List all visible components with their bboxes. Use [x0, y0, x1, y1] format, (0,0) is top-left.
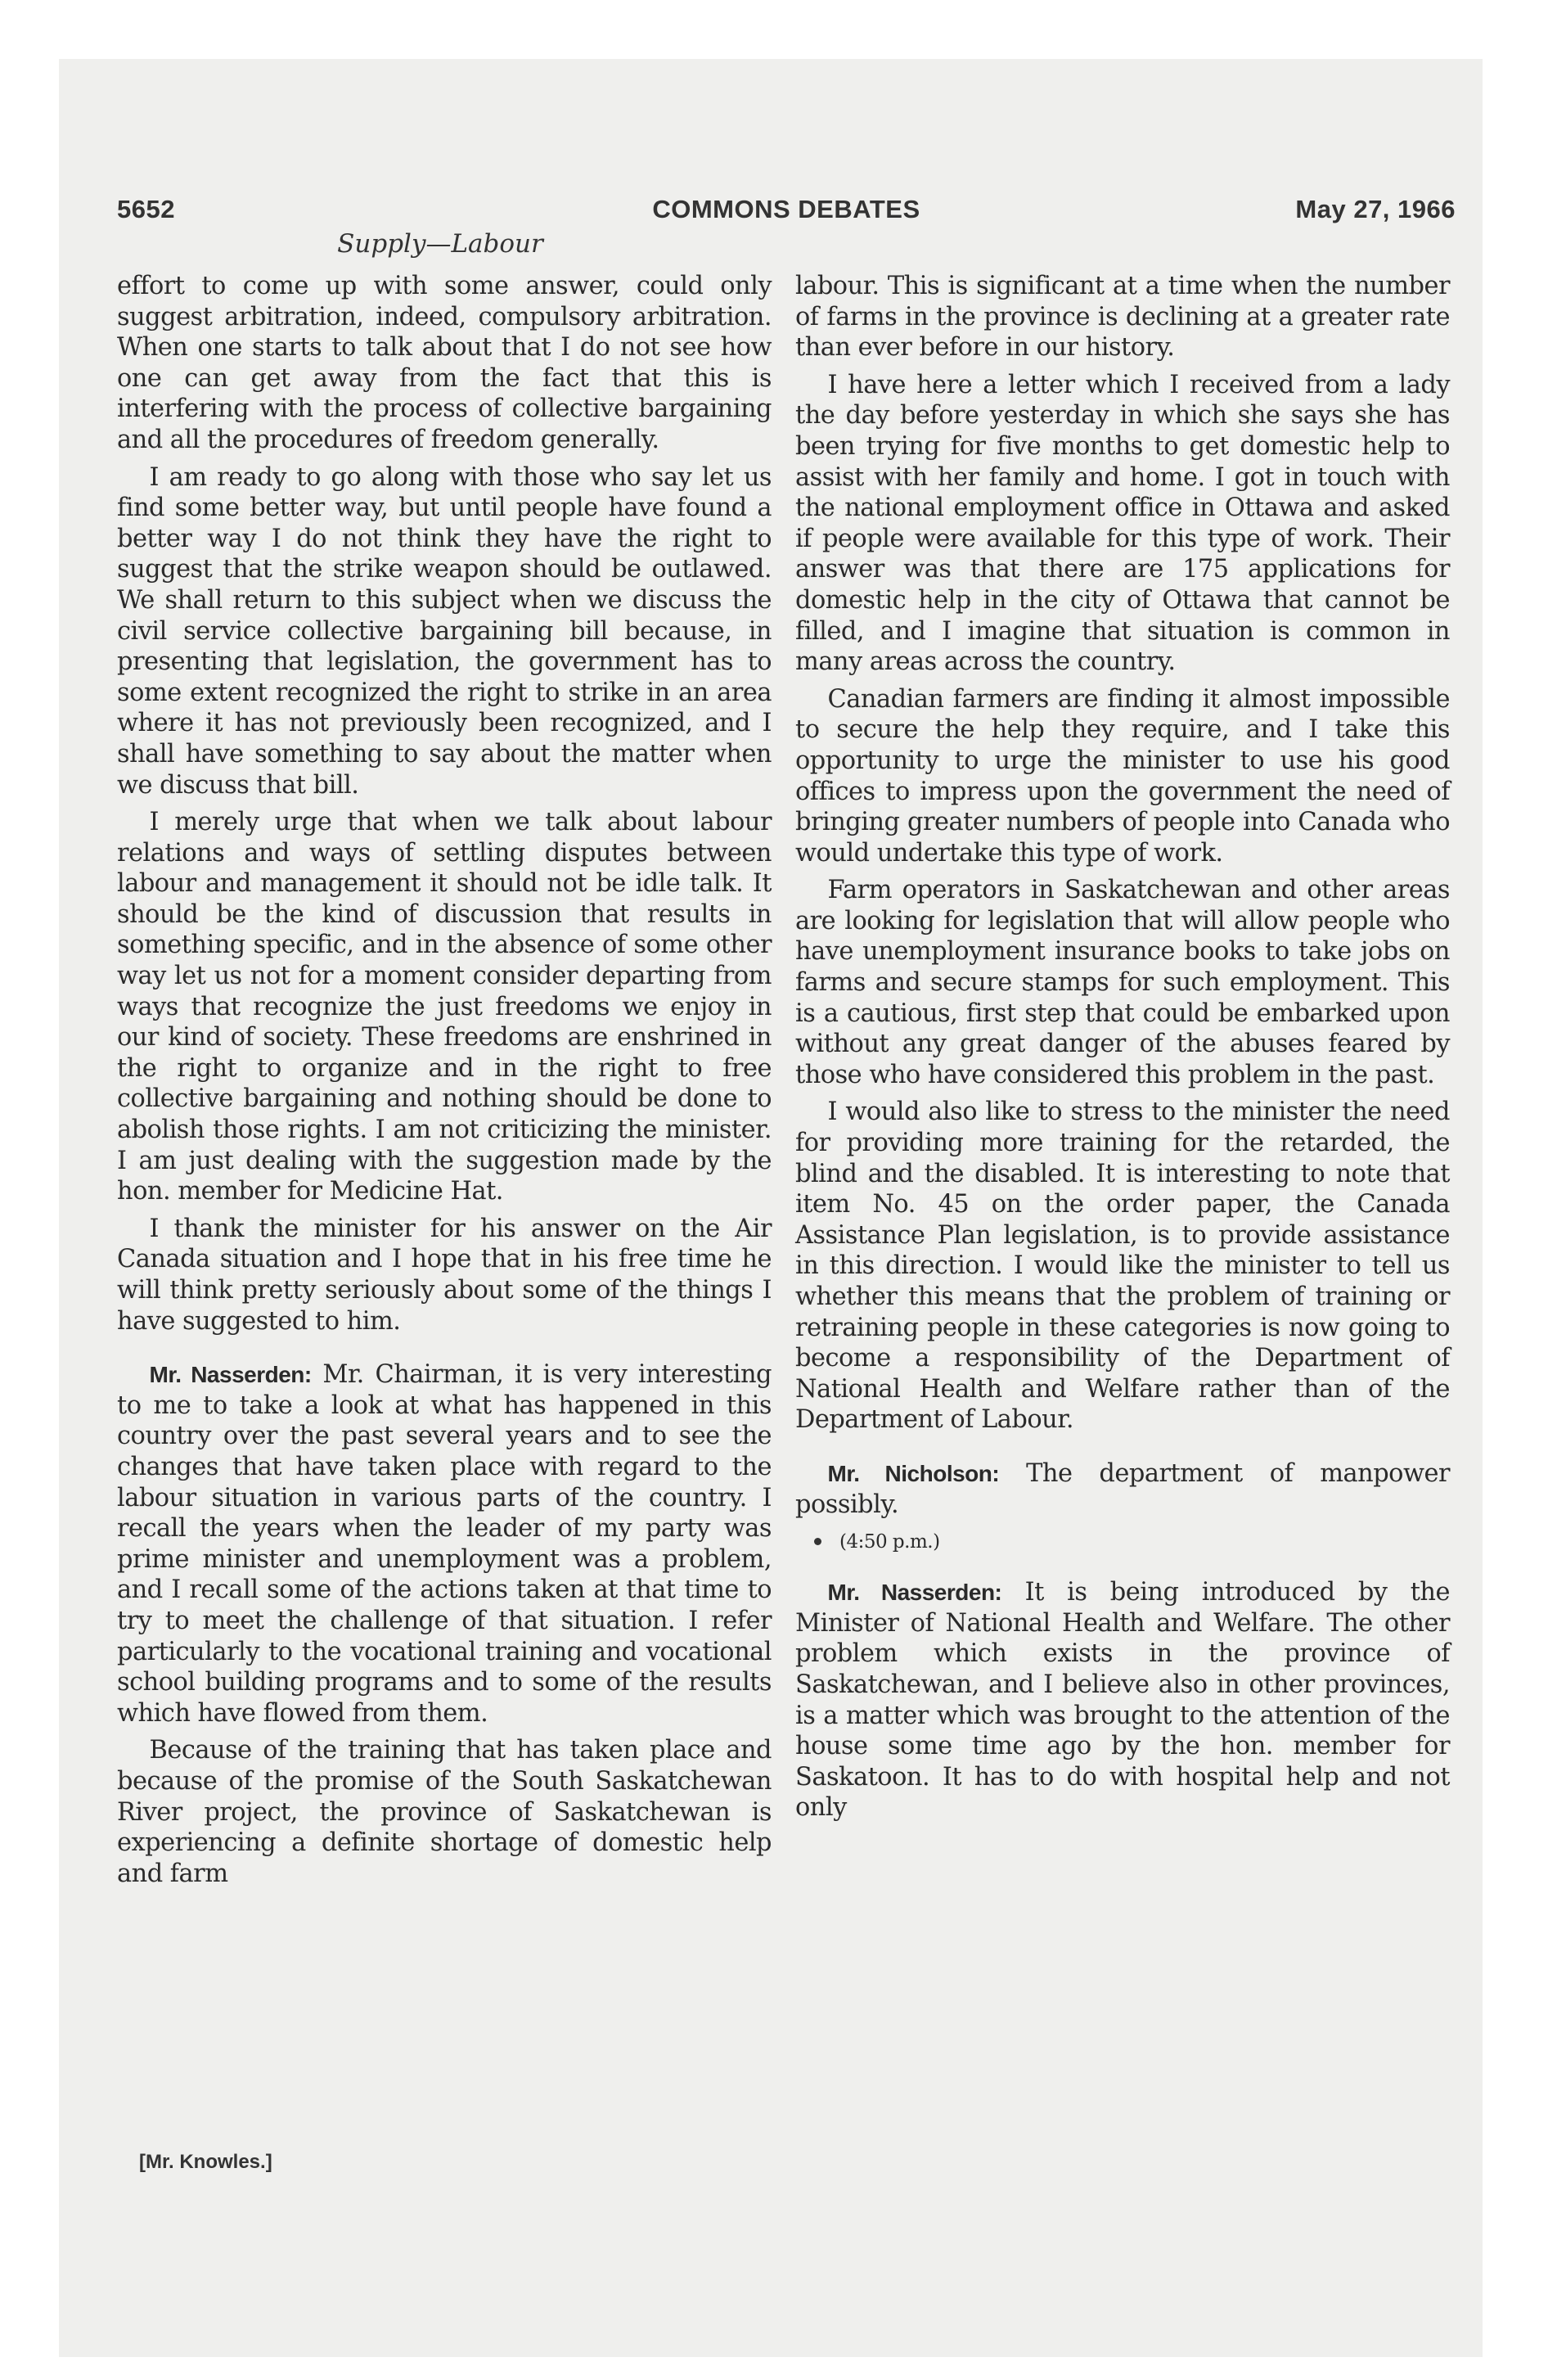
speaker-paragraph — [795, 1458, 1450, 1520]
right-column — [795, 271, 1450, 1830]
page-number: 5652 — [117, 195, 175, 223]
footer-attribution: [Mr. Knowles.] — [139, 2151, 272, 2173]
speaker-paragraph — [117, 1359, 772, 1729]
paragraph: labour. This is significant at a time when the number of farms in the province is declining at a greater rate than ever before in our history. — [795, 272, 1450, 363]
timestamp — [795, 1530, 1450, 1554]
paragraph: Because of the training that has taken place and because of the promise of the South Saskatchewan River project, the province of Saskatchewan is experiencing a definite shortage of domestic help and farm — [117, 1736, 772, 1888]
speaker-name: Mr. Nasserden: — [827, 1580, 1002, 1606]
publication-date: May 27, 1966 — [1295, 195, 1456, 223]
speaker-name: Mr. Nasserden: — [149, 1362, 312, 1388]
speech-text: The department of manpower possibly. — [795, 1458, 1450, 1519]
paragraph: Canadian farmers are finding it almost impossible to secure the help they require, and I take this opportunity to urge the minister to use his good offices to impress upon the government the need of bringing greater numbers of people into Canada who would undertake this type of work. — [795, 684, 1450, 868]
paragraph: effort to come up with some answer, could only suggest arbitration, indeed, compulsory arbitration. When one starts to talk about that I do not see how one can get away from the fact that this is interfering with the process of collective bargaining and all the procedures of freedom generally. — [117, 272, 772, 454]
paragraph: I have here a letter which I received from a lady the day before yesterday in which she says she has been trying for five months to get domestic help to assist with her family and home. I got in touch with the national employment office in Ottawa and asked if people were available for this type of work. Their answer was that there are 175 applications for domestic help in the city of Ottawa that cannot be filled, and I imagine that situation is common in many areas across the country. — [795, 370, 1450, 677]
paragraph: I would also like to stress to the minister the need for providing more training for the retarded, the blind and the disabled. It is interesting to note that item No. 45 on the order paper, the Canada Assistance Plan legislation, is to provide assistance in this direction. I would like the minister to tell us whether this means that the problem of training or retraining people in these categories is now going to become a responsibility of the Department of National Health and Welfare rather than of the Department of Labour. — [795, 1098, 1450, 1435]
paragraph: I thank the minister for his answer on the Air Canada situation and I hope that in his free time he will think pretty seriously about some of the things I have suggested to him. — [117, 1214, 772, 1336]
timestamp-text: (4:50 p.m.) — [839, 1531, 940, 1553]
paragraph: I am ready to go along with those who say let us find some better way, but until people have found a better way I do not think they have the right to suggest that the strike weapon should be outlawed. We shall return to this subject when we discuss the civil service collective bargaining bill because, in presenting that legislation, the government has to some extent recognized the right to strike in an area where it has not previously been recognized, and I shall have something to say about the matter when we discuss that bill. — [117, 462, 772, 800]
running-header — [117, 195, 1456, 228]
paragraph: Farm operators in Saskatchewan and other areas are looking for legislation that will allow people who have unemployment insurance books to take jobs on farms and secure stamps for such employment. This is a cautious, first step that could be embarked upon without any great danger of the abuses feared by those who have considered this problem in the past. — [795, 876, 1450, 1089]
bullet-icon — [814, 1538, 821, 1545]
paragraph: I merely urge that when we talk about labour relations and ways of settling disputes between labour and management it should not be idle talk. It should be the kind of discussion that results in something specific, and in the absence of some other way let us not for a moment consider departing from ways that recognize the just freedoms we enjoy in our kind of society. These freedoms are enshrined in the right to organize and in the right to free collective bargaining and nothing should be done to abolish those rights. I am not criticizing the minister. I am just dealing with the suggestion made by the hon. member for Medicine Hat. — [117, 808, 772, 1206]
speech-text: Mr. Chairman, it is very interesting to me to take a look at what has happened in this country over the past several years and to see the changes that have taken place with regard to the labour situation in various parts of the country. I recall the years when the leader of my party was prime minister and unemployment was a problem, and I recall some of the actions taken at that time to try to meet the challenge of that situation. I refer particularly to the vocational training and vocational school building programs and to some of the results which have flowed from them. — [117, 1360, 772, 1728]
left-column — [117, 271, 772, 1895]
speaker-name: Mr. Nicholson: — [827, 1460, 1000, 1486]
section-heading: Supply—Labour — [337, 229, 543, 259]
publication-title: COMMONS DEBATES — [652, 195, 920, 223]
speech-text: It is being introduced by the Minister of National Health and Welfare. The other problem which exists in the province of Saskatchewan, and I believe also in other provinces, is a matter which was brought to the attention of the house some time ago by the hon. member for Saskatoon. It has to do with hospital help and not only — [795, 1578, 1450, 1823]
speaker-paragraph — [795, 1577, 1450, 1823]
